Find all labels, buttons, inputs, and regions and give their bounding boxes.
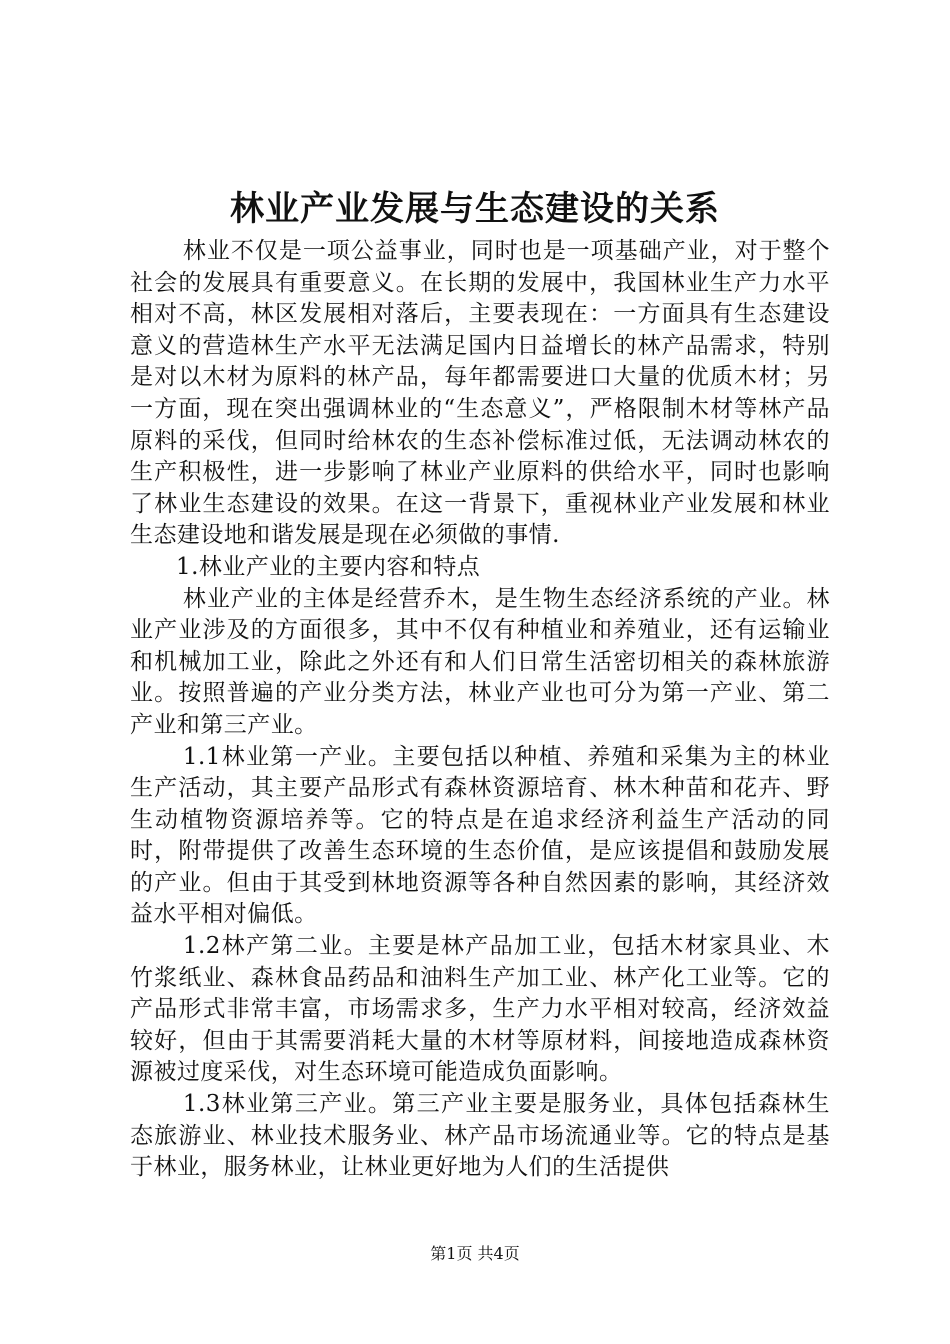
paragraph-section-1-1: 1.1林业第一产业。主要包括以种植、养殖和采集为主的林业生产活动，其主要产品形式有森林资源培育、林木种苗和花卉、野生动植物资源培养等。它的特点是在追求经济利益生产活动的同时，附带提供了改善生态环境的生态价值，是应该提倡和鼓励发展的产业。但由于其受到林地资源等各种自然因素的影响，其经济效益水平相对偏低。 (130, 743, 830, 928)
section-heading-1: 1.林业产业的主要内容和特点 (176, 553, 481, 580)
paragraph-section-1-2: 1.2林产第二业。主要是林产品加工业，包括木材家具业、木竹浆纸业、森林食品药品和油料生产加工业、林产化工业等。它的产品形式非常丰富，市场需求多，生产力水平相对较高，经济效益较好，但由于其需要消耗大量的木材等原材料，间接地造成森林资源被过度采伐，对生态环境可能造成负面影响。 (130, 933, 830, 1086)
paragraph-intro: 林业不仅是一项公益事业，同时也是一项基础产业，对于整个社会的发展具有重要意义。在长期的发展中，我国林业生产力水平相对不高，林区发展相对落后，主要表现在：一方面具有生态建设意义的营造林生产水平无法满足国内日益增长的林产品需求，特别是对以木材为原料的林产品，每年都需要进口大量的优质木材；另一方面，现在突出强调林业的“生态意义”，严格限制木材等林产品原料的采伐，但同时给林农的生态补偿标准过低，无法调动林农的生产积极性，进一步影响了林业产业原料的供给水平，同时也影响了林业生态建设的效果。在这一背景下，重视林业产业发展和林业生态建设地和谐发展是现在必须做的事情. (130, 238, 830, 549)
paragraph-section-1: 林业产业的主体是经营乔木，是生物生态经济系统的产业。林业产业涉及的方面很多，其中不仅有种植业和养殖业，还有运输业和机械加工业，除此之外还有和人们日常生活密切相关的森林旅游业。按照普遍的产业分类方法，林业产业也可分为第一产业、第二产业和第三产业。 (130, 585, 830, 738)
page-number-footer: 第1页 共4页 (430, 1244, 520, 1263)
document-title: 林业产业发展与生态建设的关系 (230, 189, 720, 229)
document-body (130, 236, 830, 1184)
paragraph-section-1-3: 1.3林业第三产业。第三产业主要是服务业，具体包括森林生态旅游业、林业技术服务业、林产品市场流通业等。它的特点是基于林业，服务林业，让林业更好地为人们的生活提供 (130, 1091, 830, 1181)
